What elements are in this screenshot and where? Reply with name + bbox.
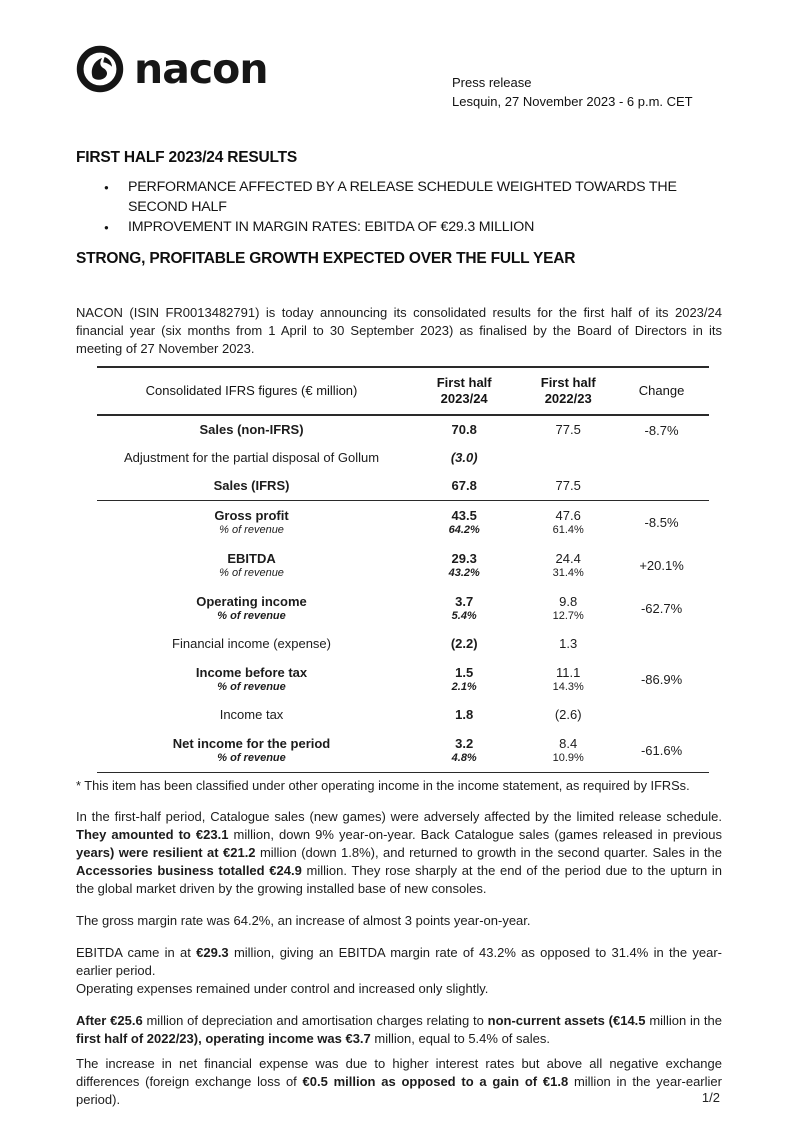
table-body (97, 416, 709, 772)
table-footnote: * This item has been classified under other operating income in the income statement, as required by IFRSs. (76, 778, 690, 793)
value-2023-24-cell (406, 736, 522, 765)
value-2023-24-cell (406, 636, 522, 652)
metric-cell (97, 422, 406, 438)
table-row (97, 587, 709, 630)
value-2022-23-cell (522, 594, 614, 623)
value-2023-24-pct: 64.2% (448, 524, 480, 536)
value-2022-23: 1.3 (559, 636, 578, 651)
metric-cell (97, 594, 406, 623)
bold-text-run: They amounted to €23.1 (76, 827, 229, 842)
header-line: First half (436, 375, 492, 390)
bold-text-run: €0.5 million as opposed to a gain of €1.8 (302, 1074, 569, 1089)
value-2022-23-pct: 31.4% (552, 567, 584, 579)
metric-cell (97, 450, 406, 466)
value-2023-24: 3.2 (455, 736, 474, 751)
value-2022-23-cell (522, 665, 614, 694)
value-2023-24-cell (406, 551, 522, 580)
text-run: million of depreciation and amortisation charges relating to (142, 1013, 488, 1028)
bold-text-run: €29.3 (196, 945, 229, 960)
page-title: FIRST HALF 2023/24 RESULTS (76, 149, 298, 166)
text-run: The increase in net financial expense was due to higher interest rates but above all negative exchange differences (foreign exchange loss of (76, 1056, 722, 1089)
nacon-wordmark: nacon (134, 45, 268, 93)
press-release-info (452, 73, 722, 111)
table-header-change: Change (638, 383, 685, 398)
value-2022-23-cell (522, 707, 614, 723)
row-sublabel: % of revenue (219, 524, 284, 536)
row-label: Income tax (219, 707, 284, 722)
value-2023-24: (2.2) (450, 636, 478, 651)
text-run: In the first-half period, Catalogue sales (new games) were adversely affected by the limited release schedule. (76, 809, 722, 824)
value-2023-24: 1.5 (455, 665, 474, 680)
change-cell: -8.5% (644, 515, 679, 530)
table-header-row (97, 368, 709, 416)
text-run: EBITDA came in at (76, 945, 197, 960)
value-2022-23-cell (522, 736, 614, 765)
text-run: The gross margin rate was 64.2%, an increase of almost 3 points year-on-year. (76, 913, 531, 928)
body-paragraph (76, 1012, 722, 1048)
metric-cell (97, 478, 406, 494)
row-label: EBITDA (227, 551, 276, 566)
header-line: 2022/23 (544, 391, 592, 406)
row-label: Sales (IFRS) (213, 478, 290, 493)
row-sublabel: % of revenue (217, 752, 286, 764)
body-paragraph (76, 808, 722, 898)
value-2022-23-cell (522, 422, 614, 438)
metric-cell (97, 707, 406, 723)
table-row (97, 630, 709, 658)
text-run: million in the (645, 1013, 722, 1028)
table-row (97, 472, 709, 501)
value-2022-23-pct: 10.9% (552, 752, 584, 764)
value-2022-23-pct: 61.4% (552, 524, 584, 536)
text-run: Operating expenses remained under control and increased only slightly. (76, 981, 489, 996)
nacon-claw-icon (76, 45, 124, 93)
row-sublabel: % of revenue (217, 610, 286, 622)
text-run: million, equal to 5.4% of sales. (370, 1031, 550, 1046)
metric-cell (97, 665, 406, 694)
row-sublabel: % of revenue (217, 681, 286, 693)
table-row (97, 416, 709, 444)
value-2022-23: 24.4 (555, 551, 581, 566)
value-2023-24-cell (406, 594, 522, 623)
metric-cell (97, 736, 406, 765)
table-header-first-half-2023-24 (406, 375, 522, 407)
value-2022-23-cell (522, 551, 614, 580)
table-row (97, 729, 709, 772)
table-header-first-half-2022-23 (522, 375, 614, 407)
value-2022-23: 8.4 (559, 736, 578, 751)
value-2023-24-cell (406, 450, 522, 466)
table-row (97, 658, 709, 701)
row-sublabel: % of revenue (219, 567, 284, 579)
value-2023-24-pct: 5.4% (451, 610, 477, 622)
change-cell: -86.9% (640, 672, 683, 687)
text-run: million (down 1.8%), and returned to growth in the second quarter. Sales in the (255, 845, 722, 860)
intro-paragraph: NACON (ISIN FR0013482791) is today announcing its consolidated results for the first half of its 2023/24 financial year (six months from 1 April to 30 September 2023) as finalised by the Board of Directors in its meeting of 27 November 2023. (76, 305, 722, 356)
press-release-label: Press release (452, 75, 532, 90)
value-2023-24-cell (406, 508, 522, 537)
metric-cell (97, 636, 406, 652)
text-run: million. They rose sharply at the end of the period due to the upturn in the global market driven by the growing installed base of new consoles. (76, 863, 722, 896)
metric-cell (97, 551, 406, 580)
row-label: Gross profit (214, 508, 289, 523)
value-2023-24: 70.8 (451, 422, 477, 437)
value-2023-24: 67.8 (451, 478, 477, 493)
page-header (76, 45, 722, 111)
text-run: million, down 9% year-on-year. Back Catalogue sales (games released in previous (228, 827, 722, 842)
value-2023-24: 29.3 (451, 551, 477, 566)
table-row (97, 501, 709, 544)
bullet-item: ● PERFORMANCE AFFECTED BY A RELEASE SCHEDULE WEIGHTED TOWARDS THE SECOND HALF (128, 177, 722, 217)
value-2023-24-pct: 2.1% (451, 681, 477, 693)
value-2023-24-pct: 4.8% (451, 752, 477, 764)
row-label: Operating income (196, 594, 307, 609)
value-2022-23: 9.8 (559, 594, 578, 609)
body-paragraph (76, 912, 722, 930)
value-2022-23: 47.6 (555, 508, 581, 523)
value-2023-24-cell (406, 707, 522, 723)
value-2023-24-cell (406, 478, 522, 494)
text-run: million in the year-earlier period). (76, 1074, 722, 1107)
value-2023-24-cell (406, 422, 522, 438)
value-2022-23-cell (522, 636, 614, 652)
value-2022-23: 77.5 (555, 478, 581, 493)
bold-text-run: non-current assets (€14.5 (487, 1013, 646, 1028)
change-cell: +20.1% (639, 558, 684, 573)
value-2023-24: 1.8 (455, 707, 474, 722)
body-paragraphs (76, 808, 722, 1109)
value-2023-24: 43.5 (451, 508, 477, 523)
value-2022-23-pct: 14.3% (552, 681, 584, 693)
table-header-metric: Consolidated IFRS figures (€ million) (145, 383, 358, 398)
value-2023-24-pct: 43.2% (448, 567, 480, 579)
value-2022-23: (2.6) (554, 707, 582, 722)
body-paragraph (76, 1055, 722, 1109)
highlights-list (76, 177, 722, 237)
value-2023-24: (3.0) (450, 450, 478, 465)
change-cell: -8.7% (644, 422, 679, 438)
value-2022-23-pct: 12.7% (552, 610, 584, 622)
financial-results-table (97, 366, 709, 773)
page-subtitle: STRONG, PROFITABLE GROWTH EXPECTED OVER THE FULL YEAR (76, 250, 576, 267)
value-2022-23: 77.5 (555, 422, 581, 437)
bullet-item: ● IMPROVEMENT IN MARGIN RATES: EBITDA OF €29.3 MILLION (128, 217, 722, 237)
nacon-logo (76, 45, 268, 93)
bold-text-run: first half of 2022/23), operating income was €3.7 (76, 1031, 371, 1046)
value-2022-23: 11.1 (556, 665, 581, 680)
row-label: Net income for the period (172, 736, 331, 751)
dateline: Lesquin, 27 November 2023 - 6 p.m. CET (452, 94, 693, 109)
change-cell: -61.6% (640, 743, 683, 758)
bold-text-run: Accessories business totalled €24.9 (76, 863, 302, 878)
row-label: Financial income (expense) (172, 636, 331, 651)
header-line: First half (540, 375, 596, 390)
row-label: Sales (non-IFRS) (199, 422, 304, 437)
page-number: 1/2 (701, 1090, 720, 1105)
header-line: 2023/24 (440, 391, 488, 406)
table-row (97, 701, 709, 729)
text-run: million, giving an EBITDA margin rate of 43.2% as opposed to 31.4% in the year-earlier period. (76, 945, 722, 978)
value-2022-23-cell (522, 478, 614, 494)
value-2022-23-cell (522, 508, 614, 537)
table-row (97, 444, 709, 472)
value-2023-24: 3.7 (455, 594, 474, 609)
bold-text-run: After €25.6 (76, 1013, 143, 1028)
row-label: Adjustment for the partial disposal of Gollum (123, 450, 380, 465)
value-2023-24-cell (406, 665, 522, 694)
table-row (97, 544, 709, 587)
body-paragraph (76, 944, 722, 998)
change-cell: -62.7% (640, 601, 683, 616)
metric-cell (97, 508, 406, 537)
bold-text-run: years) were resilient at €21.2 (76, 845, 256, 860)
row-label: Income before tax (195, 665, 308, 680)
